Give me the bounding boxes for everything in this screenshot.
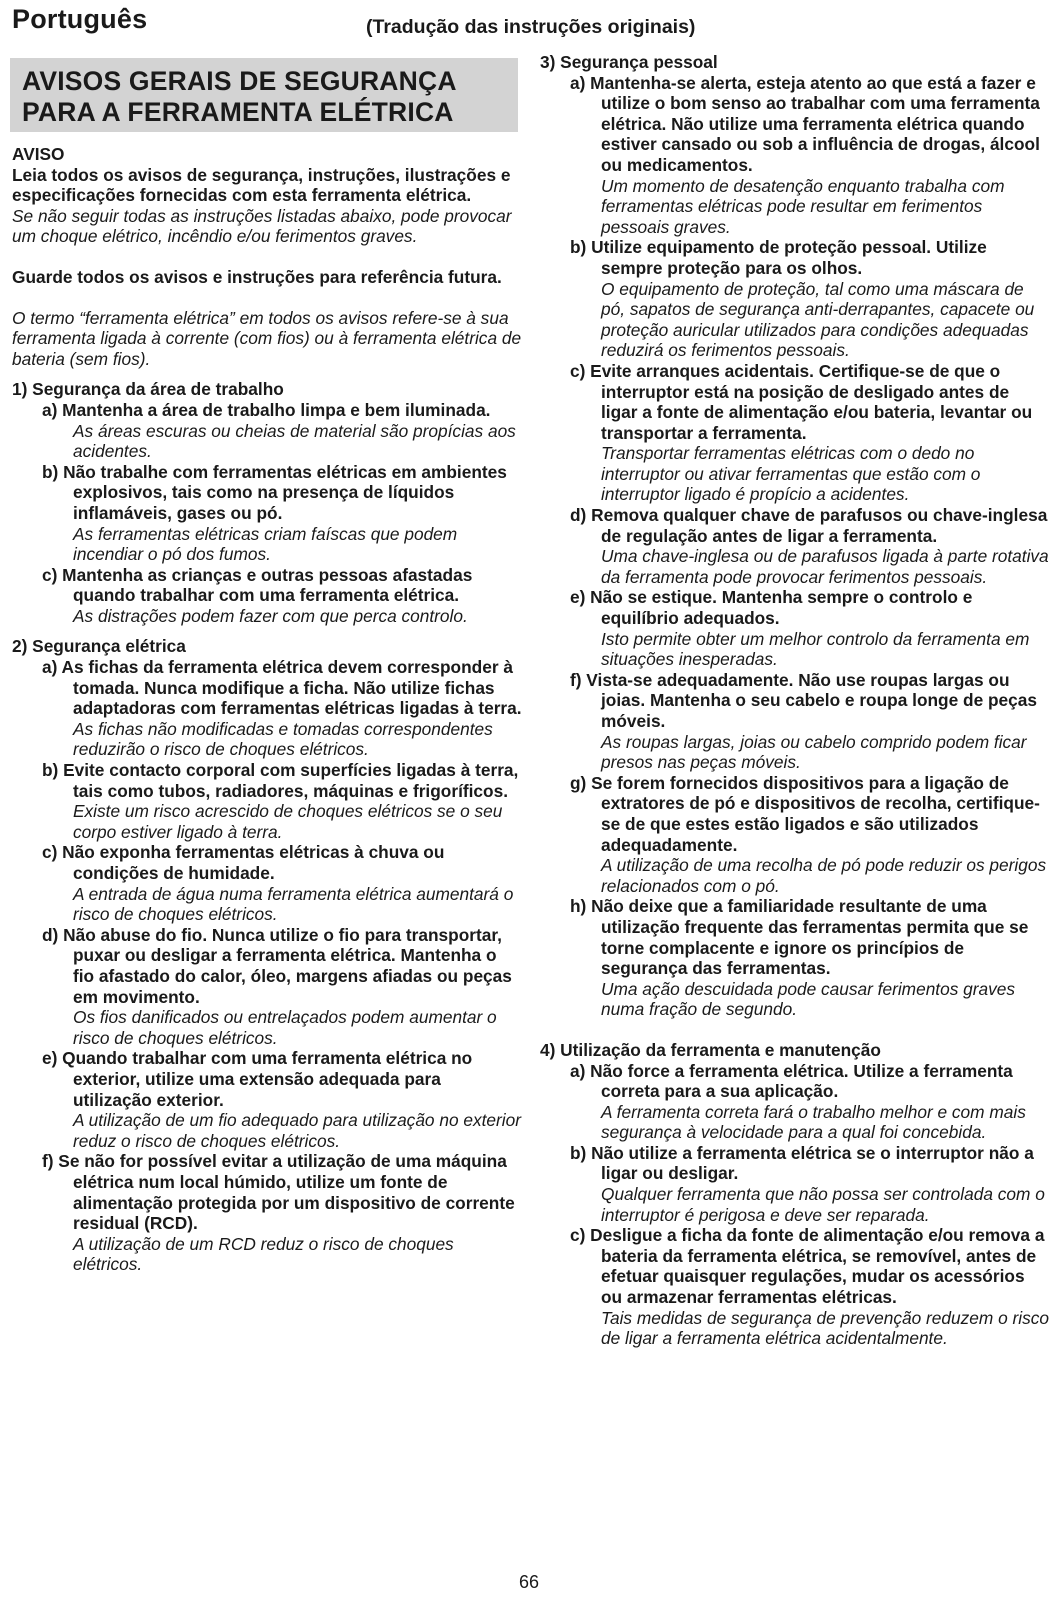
item-heading: c) Evite arranques acidentais. Certifique-se de que o interruptor está na posição de desligado antes de ligar a fonte de alimentação e/ou bateria, levantar ou transportar a ferramenta. bbox=[570, 360, 1033, 443]
term-definition: O termo “ferramenta elétrica” em todos os avisos refere-se à sua ferramenta ligada à corrente (com fios) ou à ferramenta elétrica de bateria (sem fios). bbox=[12, 307, 522, 369]
section-heading: 1) Segurança da área de trabalho bbox=[12, 379, 284, 400]
item-heading: e) Não se estique. Mantenha sempre o controlo e equilíbrio adequados. bbox=[570, 587, 973, 629]
item-heading: a) Mantenha-se alerta, esteja atento ao que está a fazer e utilize o bom senso ao trabalhar com uma ferramenta elétrica. Não utilize uma ferramenta elétrica quando estiver cansado ou sob a influência de drogas, álcool ou medicamentos. bbox=[570, 72, 1040, 175]
item-heading: b) Utilize equipamento de proteção pessoal. Utilize sempre proteção para os olhos. bbox=[570, 237, 987, 278]
item-description: As áreas escuras ou cheias de material são propícias aos acidentes. bbox=[73, 420, 516, 462]
item-heading: a) Mantenha a área de trabalho limpa e bem iluminada. bbox=[42, 399, 491, 420]
item-heading: b) Evite contacto corporal com superfícies ligadas à terra, tais como tubos, radiadores, máquinas e frigoríficos. bbox=[42, 760, 519, 801]
item-heading: a) As fichas da ferramenta elétrica devem corresponder à tomada. Nunca modifique a ficha. Não utilize fichas adaptadoras com ferramentas elétricas ligadas à terra. bbox=[42, 657, 522, 719]
left-column bbox=[12, 52, 522, 1275]
right-column bbox=[540, 52, 1050, 1349]
item-description: As roupas largas, joias ou cabelo comprido podem ficar presos nas peças móveis. bbox=[601, 731, 1027, 773]
item-heading: g) Se forem fornecidos dispositivos para a ligação de extratores de pó e dispositivos de recolha, certifique-se de que estes estão ligados e são utilizados adequadamente. bbox=[570, 772, 1040, 855]
item-heading: a) Não force a ferramenta elétrica. Utilize a ferramenta correta para a sua aplicação. bbox=[570, 1060, 1013, 1102]
section-heading: 4) Utilização da ferramenta e manutenção bbox=[540, 1039, 881, 1060]
item-heading: c) Não exponha ferramentas elétricas à chuva ou condições de humidade. bbox=[42, 842, 445, 883]
item-description: Transportar ferramentas elétricas com o dedo no interruptor ou ativar ferramentas que estão com o interruptor ligado é propício a acidentes. bbox=[601, 443, 981, 505]
title-line-1: AVISOS GERAIS DE SEGURANÇA bbox=[22, 66, 457, 96]
item-description: A utilização de um fio adequado para utilização no exterior reduz o risco de choques elétricos. bbox=[73, 1110, 521, 1151]
item-description: As fichas não modificadas e tomadas correspondentes reduzirão o risco de choques elétricos. bbox=[73, 718, 493, 760]
item-heading: c) Mantenha as crianças e outras pessoas afastadas quando trabalhar com uma ferramenta elétrica. bbox=[42, 564, 473, 606]
item-description: Qualquer ferramenta que não possa ser controlada com o interruptor é perigosa e deve ser reparada. bbox=[601, 1184, 1045, 1225]
item-heading: b) Não utilize a ferramenta elétrica se o interruptor não a ligar ou desligar. bbox=[570, 1142, 1034, 1184]
item-heading: c) Desligue a ficha da fonte de alimentação e/ou remova a bateria da ferramenta elétrica, se removível, antes de efetuar quaisquer regulações, mudar os acessórios ou armazenar ferramentas elétricas. bbox=[570, 1225, 1045, 1308]
item-description: Uma ação descuidada pode causar ferimentos graves numa fração de segundo. bbox=[601, 978, 1016, 1020]
keep-instructions: Guarde todos os avisos e instruções para referência futura. bbox=[12, 266, 502, 287]
warning-italic: Se não seguir todas as instruções listadas abaixo, pode provocar um choque elétrico, incêndio e/ou ferimentos graves. bbox=[12, 205, 512, 247]
aviso-label: AVISO bbox=[12, 144, 65, 164]
item-description: A ferramenta correta fará o trabalho melhor e com mais segurança à velocidade para a qual foi concebida. bbox=[601, 1101, 1026, 1143]
item-heading: f) Se não for possível evitar a utilização de uma máquina elétrica num local húmido, utilize um fonte de alimentação protegida por um dispositivo de corrente residual (RCD). bbox=[42, 1151, 515, 1234]
item-description: A utilização de uma recolha de pó pode reduzir os perigos relacionados com o pó. bbox=[601, 855, 1047, 896]
item-heading: f) Vista-se adequadamente. Não use roupas largas ou joias. Mantenha o seu cabelo e roupa longe de peças móveis. bbox=[570, 669, 1037, 731]
item-description: Tais medidas de segurança de prevenção reduzem o risco de ligar a ferramenta elétrica acidentalmente. bbox=[601, 1307, 1049, 1349]
section-heading: 3) Segurança pessoal bbox=[540, 52, 718, 72]
item-description: A entrada de água numa ferramenta elétrica aumentará o risco de choques elétricos. bbox=[73, 883, 514, 925]
language-heading: Português bbox=[12, 4, 148, 34]
item-description: Isto permite obter um melhor controlo da ferramenta em situações inesperadas. bbox=[601, 628, 1030, 670]
item-heading: d) Não abuse do fio. Nunca utilize o fio para transportar, puxar ou desligar a ferramenta elétrica. Mantenha o fio afastado do calor, óleo, margens afiadas ou peças em movimento. bbox=[42, 924, 512, 1007]
item-description: O equipamento de proteção, tal como uma máscara de pó, sapatos de segurança anti-derrapantes, capacete ou proteção auricular utilizados para condições adequadas reduzirá os ferimentos pessoais. bbox=[601, 278, 1035, 361]
item-heading: e) Quando trabalhar com uma ferramenta elétrica no exterior, utilize uma extensão adequada para utilização exterior. bbox=[42, 1048, 473, 1110]
title-banner bbox=[10, 58, 518, 132]
item-heading: h) Não deixe que a familiaridade resultante de uma utilização frequente das ferramentas permita que se torne complacente e ignore os princípios de segurança das ferramentas. bbox=[570, 896, 1029, 979]
item-heading: b) Não trabalhe com ferramentas elétricas em ambientes explosivos, tais como na presença de líquidos inflamáveis, gases ou pó. bbox=[42, 461, 507, 523]
item-description: Os fios danificados ou entrelaçados podem aumentar o risco de choques elétricos. bbox=[73, 1007, 497, 1048]
item-heading: d) Remova qualquer chave de parafusos ou chave-inglesa de regulação antes de ligar a ferramenta. bbox=[570, 505, 1048, 546]
section-heading: 2) Segurança elétrica bbox=[12, 636, 186, 657]
translation-note: (Tradução das instruções originais) bbox=[366, 16, 696, 38]
item-description: Existe um risco acrescido de choques elétricos se o seu corpo estiver ligado à terra. bbox=[73, 801, 503, 842]
item-description: As distrações podem fazer com que perca controlo. bbox=[73, 605, 468, 626]
item-description: Uma chave-inglesa ou de parafusos ligada à parte rotativa da ferramenta pode provocar ferimentos pessoais. bbox=[601, 546, 1049, 587]
item-description: Um momento de desatenção enquanto trabalha com ferramentas elétricas pode resultar em ferimentos pessoais graves. bbox=[601, 175, 1005, 237]
title-line-2: PARA A FERRAMENTA ELÉTRICA bbox=[22, 97, 454, 127]
item-description: As ferramentas elétricas criam faíscas que podem incendiar o pó dos fumos. bbox=[73, 523, 458, 565]
warning-bold: Leia todos os avisos de segurança, instruções, ilustrações e especificações fornecidas com esta ferramenta elétrica. bbox=[12, 164, 511, 206]
item-description: A utilização de um RCD reduz o risco de choques elétricos. bbox=[73, 1233, 454, 1275]
page-number: 66 bbox=[518, 1572, 540, 1592]
